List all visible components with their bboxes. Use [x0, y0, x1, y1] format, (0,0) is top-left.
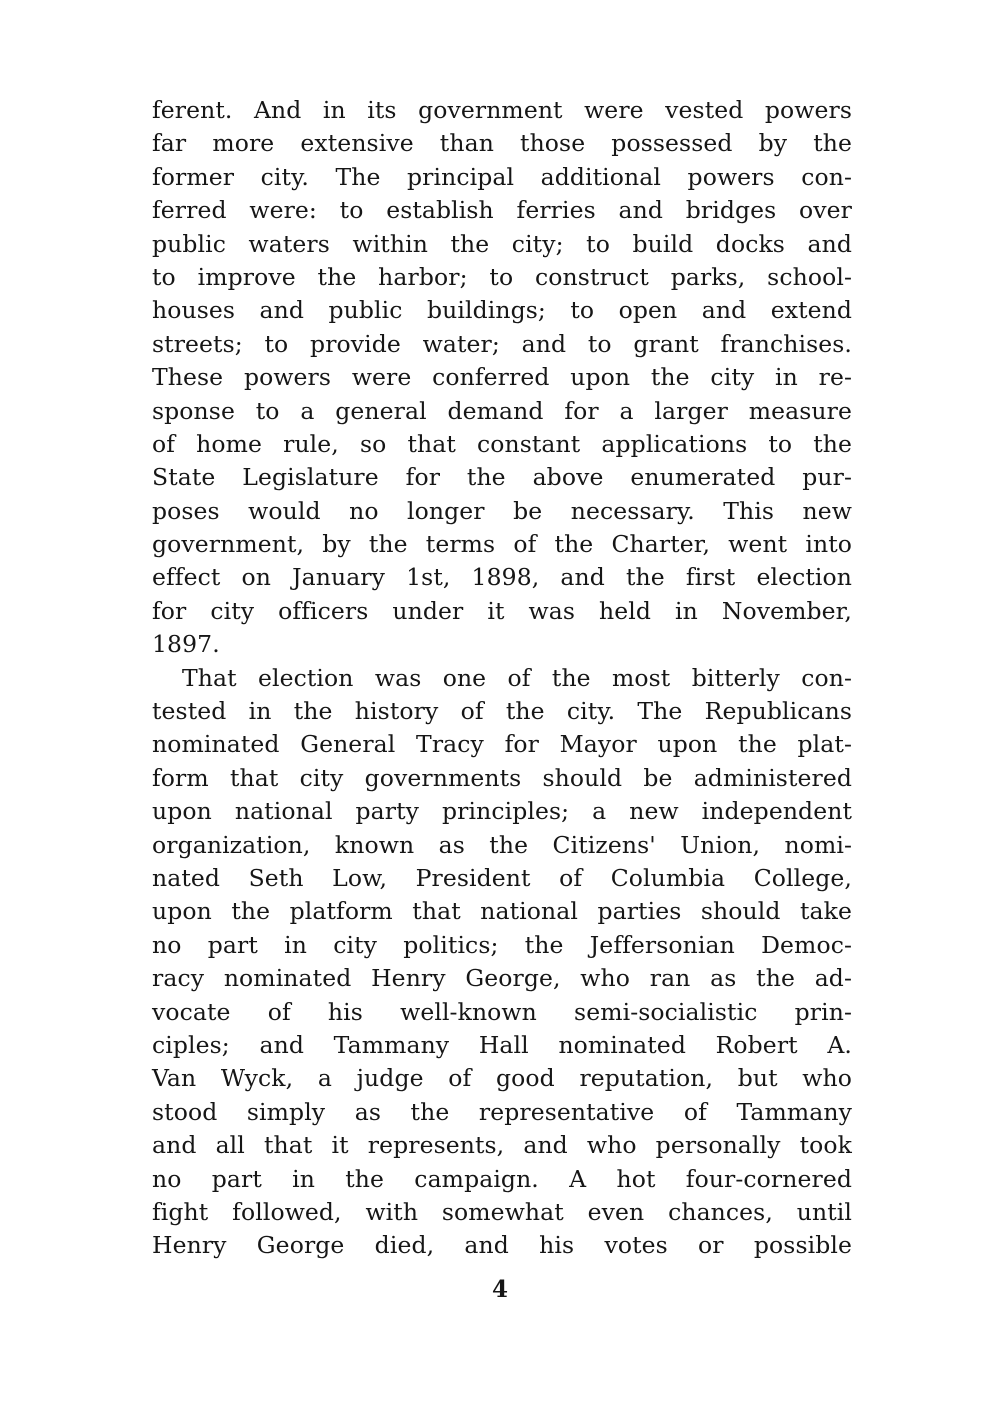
- text-line: These powers were conferred upon the city in re-: [152, 363, 852, 392]
- text-line: upon the platform that national parties should take: [152, 897, 852, 926]
- text-line: nominated General Tracy for Mayor upon the plat-: [152, 730, 852, 759]
- text-line: and all that it represents, and who personally took: [152, 1131, 852, 1160]
- text-line: vocate of his well-known semi-socialistic prin-: [152, 997, 852, 1026]
- text-line: stood simply as the representative of Tammany: [152, 1097, 852, 1126]
- text-line: streets; to provide water; and to grant franchises.: [152, 329, 852, 358]
- text-line: 1897.: [152, 630, 220, 659]
- text-line: form that city governments should be administered: [152, 763, 852, 792]
- text-line: far more extensive than those possessed by the: [152, 129, 852, 158]
- text-line: fight followed, with somewhat even chances, until: [152, 1197, 852, 1226]
- text-line: to improve the harbor; to construct parks, school-: [152, 262, 852, 291]
- text-line: government, by the terms of the Charter, went into: [152, 530, 852, 559]
- text-line: nated Seth Low, President of Columbia College,: [152, 863, 852, 892]
- text-line: State Legislature for the above enumerated pur-: [152, 463, 852, 492]
- text-line: tested in the history of the city. The Republicans: [152, 697, 852, 726]
- text-line: poses would no longer be necessary. This new: [152, 496, 852, 525]
- paragraph: [152, 662, 852, 1263]
- text-line: former city. The principal additional powers con-: [152, 162, 852, 191]
- text-line: effect on January 1st, 1898, and the first election: [152, 563, 852, 592]
- page-number: 4: [491, 1276, 508, 1303]
- text-line: ferent. And in its government were vested powers: [152, 96, 852, 124]
- text-line: for city officers under it was held in November,: [152, 596, 852, 625]
- text-line: ciples; and Tammany Hall nominated Robert A.: [152, 1030, 852, 1059]
- text-line: of home rule, so that constant applications to the: [152, 429, 852, 458]
- body-text: [152, 94, 852, 1263]
- text-line: Van Wyck, a judge of good reputation, but who: [152, 1064, 852, 1093]
- text-line: no part in the campaign. A hot four-cornered: [152, 1164, 852, 1193]
- text-line: racy nominated Henry George, who ran as the ad-: [152, 964, 852, 993]
- paragraph: [152, 94, 852, 662]
- text-line: That election was one of the most bitterly con-: [182, 663, 852, 692]
- text-line: Henry George died, and his votes or possible: [152, 1231, 852, 1260]
- text-line: no part in city politics; the Jeffersonian Democ-: [152, 930, 852, 959]
- text-line: upon national party principles; a new independent: [152, 797, 852, 826]
- text-line: houses and public buildings; to open and extend: [152, 296, 852, 325]
- text-line: sponse to a general demand for a larger measure: [152, 396, 852, 425]
- text-line: ferred were: to establish ferries and bridges over: [152, 196, 852, 225]
- text-line: organization, known as the Citizens' Union, nomi-: [152, 830, 852, 859]
- text-line: public waters within the city; to build docks and: [152, 229, 852, 258]
